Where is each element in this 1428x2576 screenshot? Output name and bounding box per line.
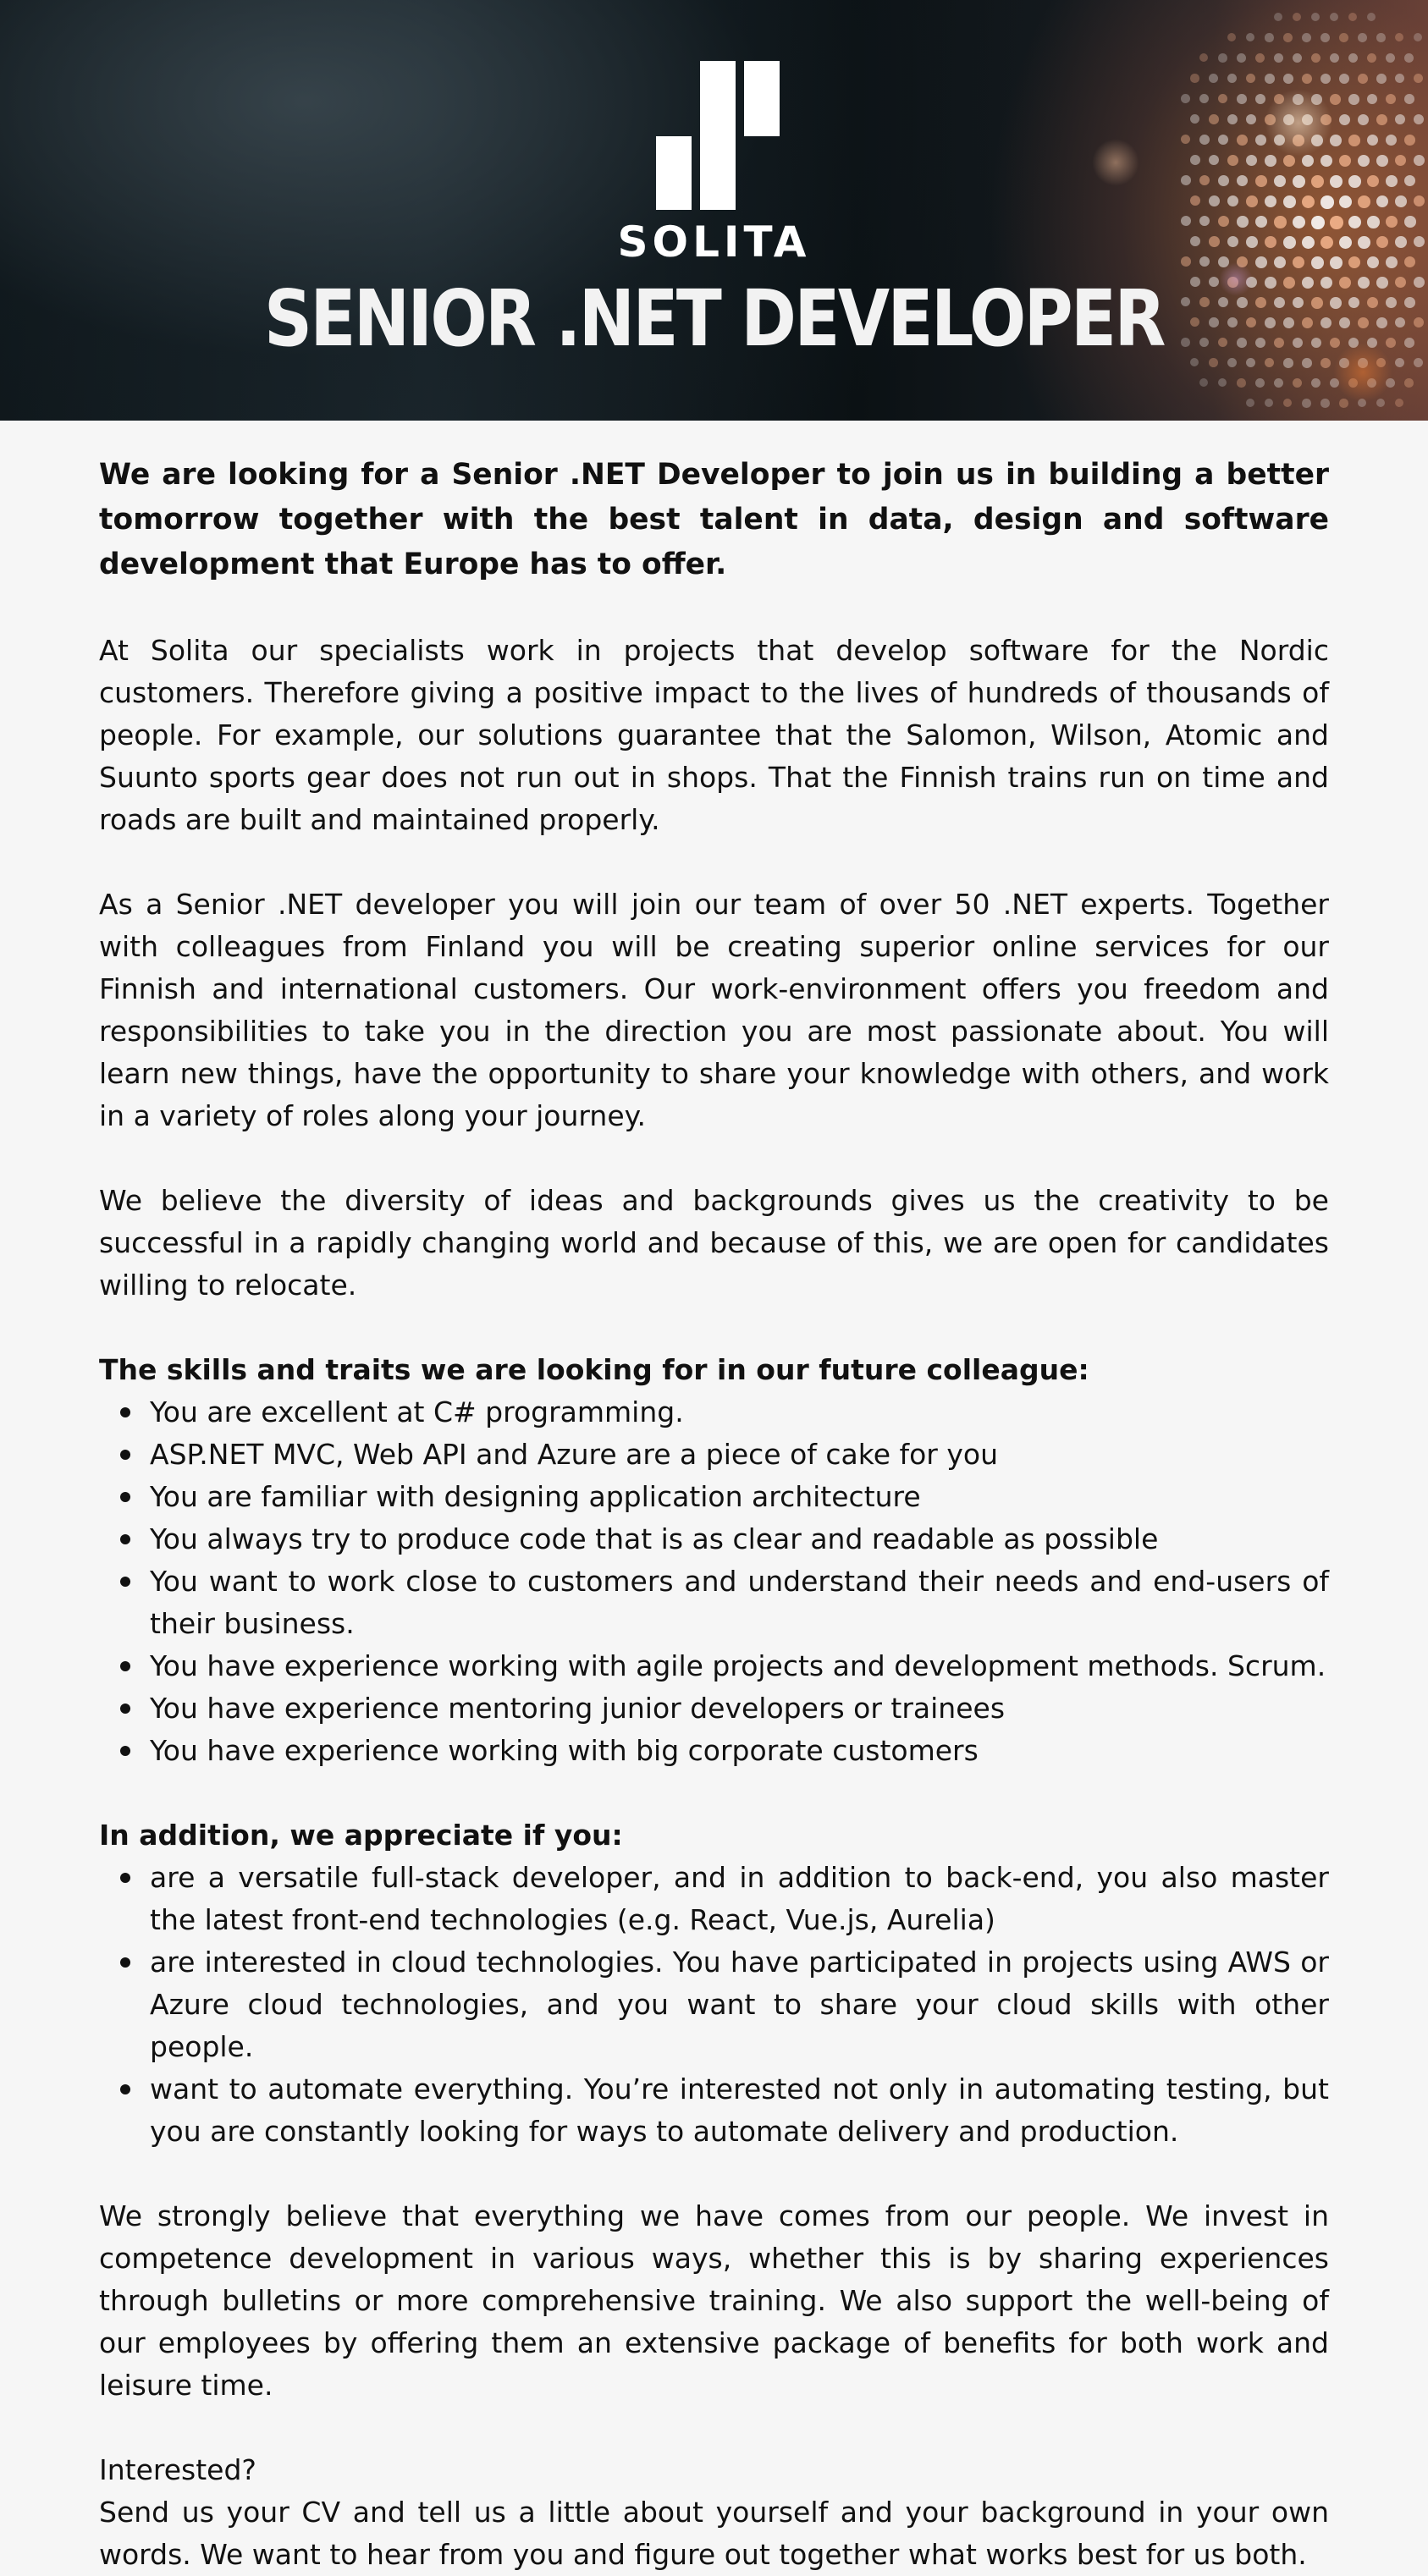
bokeh-dot	[1227, 33, 1236, 41]
bokeh-dot	[1404, 53, 1414, 63]
bokeh-dot	[1283, 33, 1293, 42]
bokeh-dot	[1237, 175, 1248, 186]
bokeh-dot	[1246, 74, 1255, 83]
cta-heading: Interested?	[99, 2453, 256, 2486]
list-item: You have experience working with big corporate customers	[99, 1730, 1329, 1772]
bokeh-dot	[1255, 53, 1265, 63]
bokeh-dot	[1348, 297, 1359, 308]
bokeh-dot	[1255, 175, 1267, 187]
bokeh-dot	[1395, 277, 1406, 288]
bokeh-dot	[1395, 317, 1405, 328]
bokeh-dot	[1404, 135, 1415, 146]
list-item: You have experience mentoring junior developers or trainees	[99, 1687, 1329, 1730]
bokeh-dot	[1404, 378, 1414, 388]
bokeh-dot	[1395, 74, 1404, 83]
company-wordmark: SOLITA	[617, 217, 811, 267]
bokeh-dot	[1339, 155, 1351, 167]
bokeh-dot	[1330, 13, 1338, 21]
bokeh-dot	[1367, 297, 1378, 308]
bokeh-dot	[1302, 195, 1315, 208]
bokeh-dot	[1330, 94, 1341, 105]
bokeh-dot	[1246, 155, 1257, 166]
bullet-icon	[120, 1450, 130, 1460]
bokeh-dot	[1386, 175, 1398, 187]
bokeh-dot	[1199, 175, 1210, 185]
list-item: are interested in cloud technologies. You have participated in projects using AWS or Azure cloud technologies, and you want to share your cloud skills with other people.	[99, 1941, 1329, 2068]
bokeh-dot	[1395, 155, 1406, 166]
bokeh-dot	[1358, 33, 1367, 42]
bokeh-dot	[1348, 94, 1359, 105]
bokeh-dot	[1367, 135, 1378, 146]
bokeh-dot	[1404, 297, 1415, 308]
bokeh-dot	[1227, 195, 1238, 206]
cta-paragraph: Send us your CV and tell us a little about yourself and your background in your own words. We want to hear from you and figure out together what works best for us both.	[99, 2496, 1329, 2571]
bokeh-dot	[1274, 13, 1282, 21]
bokeh-dot	[1395, 358, 1404, 367]
bokeh-dot	[1348, 13, 1357, 21]
bokeh-dot	[1255, 378, 1265, 388]
skills-list	[99, 1391, 1329, 1772]
job-description	[99, 453, 1329, 2576]
bokeh-dot	[1190, 74, 1199, 83]
bokeh-dot	[1376, 114, 1387, 125]
bullet-icon	[120, 1746, 130, 1756]
bullet-icon	[120, 1661, 130, 1671]
bokeh-dot	[1339, 114, 1350, 125]
bokeh-dot	[1265, 399, 1273, 407]
bokeh-dot	[1320, 33, 1330, 42]
bokeh-dot	[1395, 399, 1403, 407]
intro-paragraph: We are looking for a Senior .NET Developer to join us in building a better tomorrow together with the best talent in data, design and software development that Europe has to offer.	[99, 458, 1329, 581]
bokeh-dot	[1339, 33, 1348, 42]
role-paragraph: As a Senior .NET developer you will join our team of over 50 .NET experts. Together with colleagues from Finland you will be creating superior online services for our Finnish and international customers. Our work-environment offers you freedom and responsibilities to take you in the direction you are most passionate about. You will learn new things, have the opportunity to share your knowledge with others, and work in a variety of roles along your journey.	[99, 888, 1329, 1132]
bokeh-dot	[1302, 74, 1312, 84]
bokeh-dot	[1199, 378, 1208, 387]
bokeh-dot	[1414, 74, 1423, 83]
bokeh-dot	[1348, 135, 1360, 146]
bokeh-dot	[1330, 135, 1342, 146]
bokeh-dot	[1414, 358, 1423, 367]
bullet-icon	[120, 1492, 130, 1502]
bokeh-dot	[1311, 53, 1320, 63]
bokeh-dot	[1414, 195, 1425, 206]
bokeh-dot	[1311, 378, 1320, 388]
bokeh-dot	[1265, 74, 1275, 84]
solita-paragraph: At Solita our specialists work in projects that develop software for the Nordic customers. Therefore giving a positive impact to the lives of hundreds of thousands of people. For example, our solutions guarantee that the Salomon, Wilson, Atomic and Suunto sports gear does not run out in shops. That the Finnish trains run on time and roads are built and maintained properly.	[99, 634, 1329, 836]
bokeh-dot	[1265, 33, 1274, 42]
bokeh-dot	[1404, 175, 1415, 186]
diversity-paragraph: We believe the diversity of ideas and backgrounds gives us the creativity to be successful in a rapidly changing world and because of this, we are open for candidates willing to relocate.	[99, 1184, 1329, 1302]
bokeh-dot	[1320, 74, 1331, 84]
bokeh-dot	[1339, 317, 1350, 328]
bokeh-dot	[1246, 399, 1254, 407]
bokeh-dot	[1199, 135, 1210, 145]
bokeh-dot	[1376, 155, 1388, 167]
bokeh-dot	[1199, 53, 1208, 62]
job-title: SENIOR .NET DEVELOPER	[263, 273, 1164, 364]
list-item: You have experience working with agile projects and development methods. Scrum.	[99, 1645, 1329, 1687]
list-item: You want to work close to customers and understand their needs and end-users of their business.	[99, 1560, 1329, 1645]
skills-heading: The skills and traits we are looking for in our future colleague:	[99, 1353, 1089, 1386]
bokeh-dot	[1227, 114, 1238, 124]
bokeh-dot	[1218, 94, 1227, 103]
bokeh-dot	[1237, 94, 1247, 104]
bokeh-dot	[1367, 175, 1379, 187]
bokeh-dot	[1414, 33, 1422, 41]
bokeh-dot	[1311, 13, 1320, 21]
bullet-icon	[120, 1873, 130, 1883]
bokeh-dot	[1376, 317, 1387, 328]
bokeh-dot	[1386, 135, 1397, 146]
bokeh-dot	[1330, 175, 1343, 188]
solita-logo-icon	[656, 61, 780, 210]
bokeh-dot	[1181, 175, 1191, 185]
bokeh-dot	[1190, 195, 1200, 206]
appreciate-list	[99, 1857, 1329, 2153]
bokeh-dot	[1376, 277, 1388, 289]
people-paragraph: We strongly believe that everything we have comes from our people. We invest in competence development in various ways, whether this is by sharing experiences through bulletins or more comprehensive training. We also support the well-being of our employees by offering them an extensive package of benefits for both work and leisure time.	[99, 2199, 1329, 2402]
bokeh-dot	[1339, 399, 1348, 408]
bokeh-dot	[1274, 175, 1286, 187]
bokeh-dot	[1376, 399, 1385, 407]
bokeh-dot	[1339, 74, 1349, 84]
bokeh-dot	[1414, 277, 1425, 288]
list-item: ASP.NET MVC, Web API and Azure are a piece of cake for you	[99, 1434, 1329, 1476]
bokeh-dot	[1348, 53, 1358, 63]
list-item: want to automate everything. You’re interested not only in automating testing, but you are constantly looking for ways to automate delivery and production.	[99, 2068, 1329, 2153]
bokeh-dot	[1293, 53, 1302, 63]
bokeh-dot	[1283, 195, 1296, 208]
bokeh-dot	[1358, 195, 1370, 208]
hero-banner	[0, 0, 1428, 421]
bokeh-dot	[1265, 195, 1276, 207]
bokeh-dot	[1274, 378, 1283, 388]
list-item: You always try to produce code that is as clear and readable as possible	[99, 1518, 1329, 1560]
bokeh-dot	[1190, 155, 1200, 165]
bokeh-dot	[1386, 338, 1396, 348]
bokeh-dot	[1218, 53, 1227, 63]
bullet-icon	[120, 1407, 130, 1417]
bokeh-dot	[1414, 317, 1424, 328]
bokeh-dot	[1358, 114, 1369, 125]
bokeh-dot	[1209, 114, 1219, 124]
bokeh-dot	[1376, 195, 1388, 207]
bokeh-dot	[1386, 94, 1396, 104]
bokeh-dot	[1330, 338, 1340, 348]
bokeh-dot	[1293, 175, 1305, 188]
bokeh-dot	[1358, 74, 1368, 84]
list-item: You are excellent at C# programming.	[99, 1391, 1329, 1434]
bokeh-dot	[1181, 94, 1190, 103]
bokeh-dot	[1227, 155, 1238, 166]
bokeh-dot	[1209, 195, 1220, 206]
bokeh-dot	[1320, 195, 1334, 209]
bokeh-dot	[1376, 74, 1387, 84]
list-item: are a versatile full-stack developer, and in addition to back-end, you also master the latest front-end technologies (e.g. React, Vue.js, Aurelia)	[99, 1857, 1329, 1941]
bokeh-dot	[1302, 33, 1311, 42]
bullet-icon	[120, 1704, 130, 1714]
bullet-icon	[120, 2084, 130, 2094]
bokeh-dot	[1339, 277, 1351, 289]
bokeh-dot	[1237, 53, 1246, 63]
bokeh-dot	[1209, 155, 1219, 165]
bokeh-dot	[1283, 74, 1293, 84]
bullet-icon	[120, 1957, 130, 1968]
bokeh-dot	[1330, 297, 1342, 309]
bokeh-dot	[1386, 297, 1397, 308]
bokeh-dot	[1218, 378, 1227, 387]
bokeh-dot	[1255, 94, 1265, 104]
bokeh-dot	[1237, 378, 1246, 388]
list-item: You are familiar with designing application architecture	[99, 1476, 1329, 1518]
bokeh-dot	[1358, 277, 1370, 289]
bokeh-dot	[1395, 195, 1407, 207]
bokeh-dot	[1255, 135, 1266, 146]
bokeh-dot	[1283, 399, 1292, 407]
bokeh-dot	[1404, 338, 1414, 348]
bokeh-glow	[1265, 89, 1332, 157]
bokeh-dot	[1404, 94, 1414, 104]
bokeh-dot	[1218, 175, 1229, 186]
bullet-icon	[120, 1577, 130, 1587]
appreciate-heading: In addition, we appreciate if you:	[99, 1819, 623, 1852]
bokeh-dot	[1320, 399, 1330, 408]
bullet-icon	[120, 1534, 130, 1544]
bokeh-dot	[1302, 155, 1314, 167]
bokeh-dot	[1358, 155, 1370, 167]
bokeh-dot	[1237, 135, 1248, 146]
bokeh-dot	[1358, 317, 1369, 328]
bokeh-dot	[1265, 155, 1276, 167]
bokeh-dot	[1311, 175, 1324, 188]
bokeh-dot	[1246, 33, 1254, 41]
bokeh-dot	[1199, 94, 1209, 103]
bokeh-dot	[1283, 155, 1295, 167]
bokeh-dot	[1395, 114, 1405, 124]
bokeh-dot	[1330, 53, 1339, 63]
bokeh-dot	[1367, 53, 1376, 63]
bokeh-dot	[1367, 13, 1376, 21]
bokeh-dot	[1227, 74, 1237, 83]
bokeh-dot	[1414, 114, 1424, 124]
bokeh-dot	[1339, 195, 1352, 208]
bokeh-dot	[1246, 195, 1258, 207]
bokeh-dot	[1246, 114, 1256, 124]
bokeh-dot	[1293, 378, 1302, 388]
bokeh-dot	[1395, 33, 1403, 41]
bokeh-dot	[1293, 13, 1301, 21]
bokeh-dot	[1274, 53, 1283, 63]
bokeh-glow	[1333, 343, 1392, 402]
bokeh-dot	[1181, 135, 1190, 144]
bokeh-dot	[1320, 155, 1332, 167]
bokeh-dot	[1376, 33, 1386, 42]
bokeh-dot	[1302, 399, 1311, 408]
bokeh-dot	[1209, 74, 1218, 83]
bokeh-glow	[1092, 139, 1139, 186]
bokeh-dot	[1348, 175, 1361, 188]
bokeh-dot	[1218, 135, 1228, 145]
bokeh-dot	[1367, 94, 1377, 104]
bokeh-dot	[1414, 155, 1425, 166]
bokeh-dot	[1386, 53, 1395, 63]
bokeh-dot	[1190, 114, 1199, 124]
